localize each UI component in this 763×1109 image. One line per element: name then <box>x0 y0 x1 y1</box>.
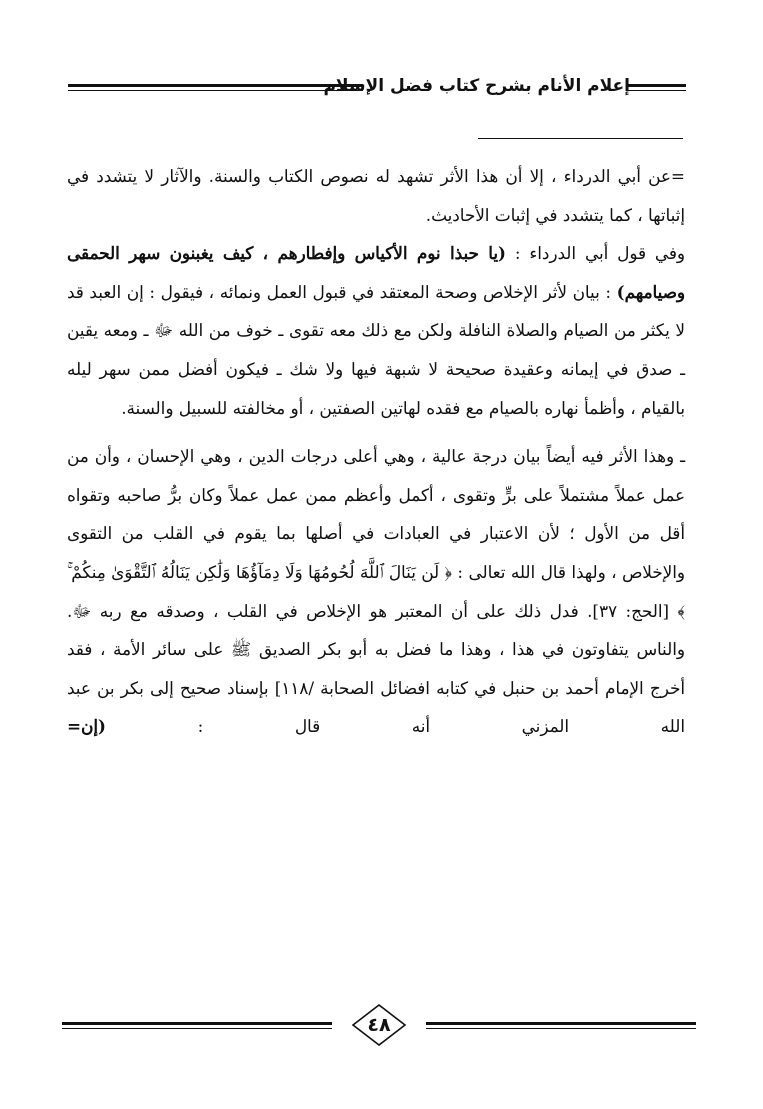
paragraph-abu-darda-commentary <box>67 234 685 427</box>
paragraph-prefix: وفي قول أبي الدرداء : <box>505 243 686 264</box>
running-header <box>68 72 686 104</box>
paragraph-gap <box>67 427 685 437</box>
page-number: ٤٨ <box>367 1014 391 1036</box>
page-footer <box>62 998 696 1052</box>
footnote-separator <box>478 138 683 139</box>
quoted-saying: (يا حبذا نوم الأكياس وإفطارهم ، كيف يغبنون سهر الحمقى وصيامهم) <box>67 243 685 302</box>
paragraph-footnote-continuation: =عن أبي الدرداء ، إلا أن هذا الأثر تشهد له نصوص الكتاب والسنة. والآثار لا يتشدد في إثباتها ، كما يتشدد في إثبات الأحاديث. <box>67 166 685 225</box>
page-body <box>67 157 685 746</box>
header-rule-right <box>628 84 686 87</box>
header-title: إعلام الأنام بشرح كتاب فضل الإسلام <box>323 76 630 96</box>
header-rule-left <box>68 84 363 87</box>
footer-rule-left <box>62 1022 332 1025</box>
paragraph-suffix: : بيان لأثر الإخلاص وصحة المعتقد في قبول العمل ونمائه ، فيقول : إن العبد قد لا يكثر من الصيام والصلاة النافلة ولكن مع ذلك معه تقوى ـ خوف من الله ﷻ ـ ومعه يقين ـ صدق في إيمانه وعقيدة صحيحة لا شبهة فيها ولا شك ـ فيكون أفضل ممن سهر ليله بالقيام ، وأظمأ نهاره بالصيام مع فقده لهاتين الصفتين ، أو مخالفته للسبيل والسنة. <box>67 281 685 418</box>
footer-rule-right <box>426 1022 696 1025</box>
paragraph-ihsan <box>67 437 685 746</box>
continuation-quote: (إن= <box>67 716 106 737</box>
paragraph-main-text: ـ وهذا الأثر فيه أيضاً بيان درجة عالية ، وهي أعلى درجات الدين ، وهي الإحسان ، وأن من عمل عملاً مشتملاً على برٍّ وتقوى ، أكمل وأعظم ممن عمل عملاً وكان برُّ صاحبه وتقواه أقل من الأول ؛ لأن الاعتبار في العبادات في أصلها بما يقوم في القلب من التقوى والإخلاص ، ولهذا قال الله تعالى : ﴿ لَن يَنَالَ ٱللَّهَ لُحُومُهَا وَلَا دِمَآؤُهَا وَلَٰكِن يَنَالُهُ ٱلتَّقْوَىٰ مِنكُمْ ۚ ﴾ [الحج: ٣٧]. فدل ذلك على أن المعتبر هو الإخلاص في القلب ، وصدقه مع ربه ﷻ. والناس يتفاوتون في هذا ، وهذا ما فضل به أبو بكر الصديق ﷺ على سائر الأمة ، فقد أخرج الإمام أحمد بن حنبل في كتابه افضائل الصحابة /١١٨] بإسناد صحيح إلى بكر بن عبد الله المزني أنه قال : <box>67 446 685 737</box>
